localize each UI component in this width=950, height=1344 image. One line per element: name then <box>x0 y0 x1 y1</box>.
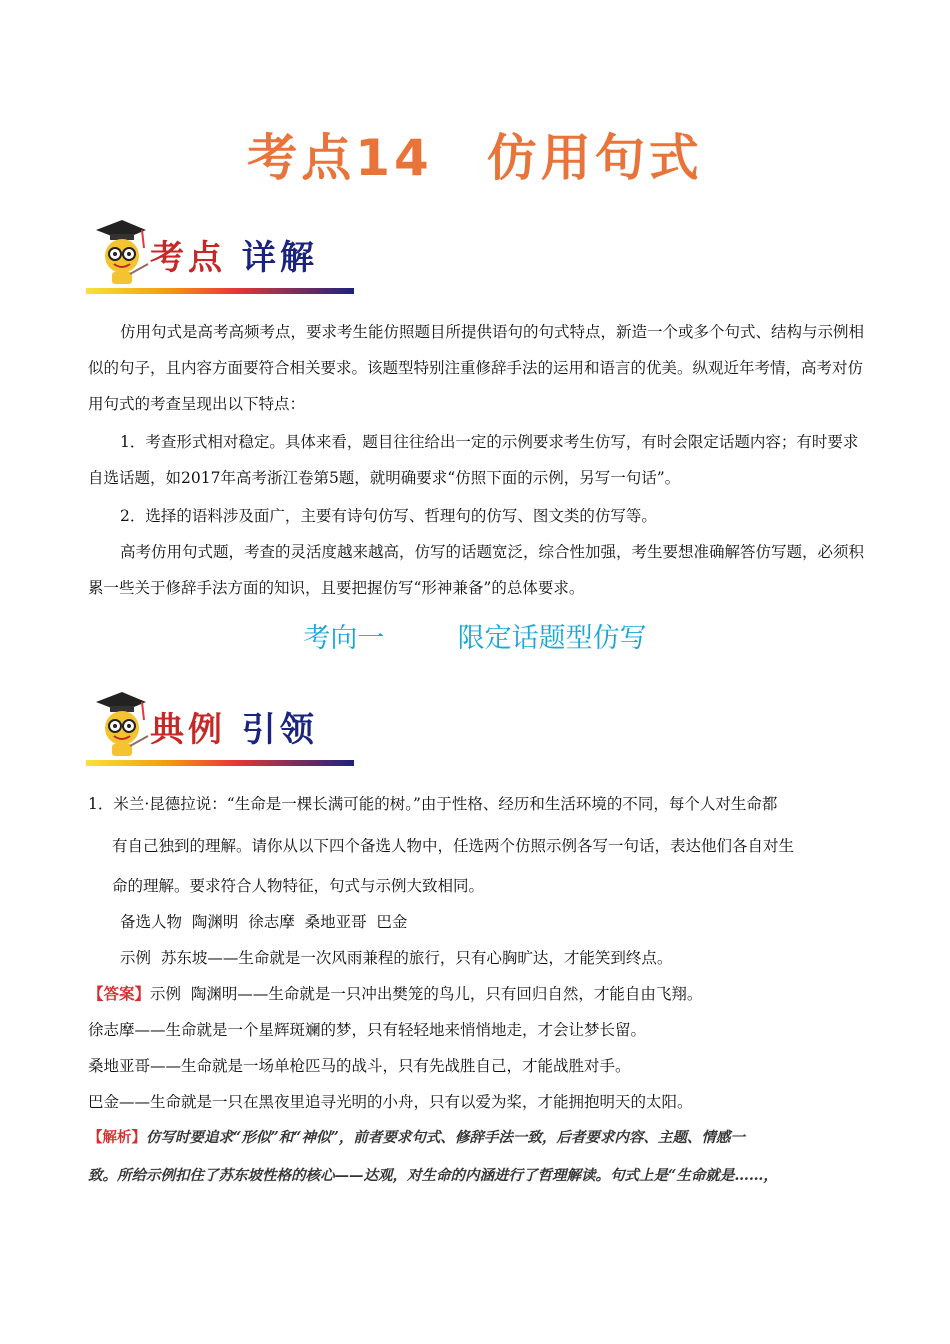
answer-line-4: 巴金——生命就是一只在黑夜里追寻光明的小舟，只有以爱为桨，才能拥抱明天的太阳。 <box>88 1093 693 1111</box>
scholar-mascot-icon <box>86 214 150 292</box>
banner-kaodian-xiangjie <box>86 214 356 294</box>
analysis-tag: 【解析】 <box>88 1129 146 1146</box>
answer-line-2: 徐志摩——生命就是一个星辉斑斓的梦，只有轻轻地来悄悄地走，才会让梦长留。 <box>88 1021 647 1039</box>
page-title: 考点14 仿用句式 <box>247 129 703 187</box>
question-line-1: 1．米兰·昆德拉说：“生命是一棵长满可能的树。”由于性格、经历和生活环境的不同，每个人对生命都 <box>88 795 778 813</box>
section-label: 考向一 <box>303 623 385 654</box>
intro-paragraph-1: 仿用句式是高考高频考点，要求考生能仿照题目所提供语句的句式特点，新造一个或多个句式、结构与示例相似的句子，且内容方面要符合相关要求。该题型特别注重修辞手法的运用和语言的优美。纵观近年考情，高考对仿用句式的考查呈现出以下特点： <box>88 323 865 413</box>
intro-paragraph-4: 高考仿用句式题，考查的灵活度越来越高，仿写的话题宽泛，综合性加强，考生要想准确解答仿写题，必须积累一些关于修辞手法方面的知识，且要把握仿写“形神兼备”的总体要求。 <box>88 543 865 597</box>
question-line-2: 有自己独到的理解。请你从以下四个备选人物中，任选两个仿照示例各写一句话，表达他们各自对生 <box>112 837 795 855</box>
question-candidates: 备选人物 陶渊明 徐志摩 桑地亚哥 巴金 <box>120 913 408 931</box>
intro-paragraph-3: 2．选择的语料涉及面广，主要有诗句仿写、哲理句的仿写、图文类的仿写等。 <box>120 507 657 525</box>
banner-text-part1: 典例 <box>150 710 226 750</box>
question-example: 示例 苏东坡——生命就是一次风雨兼程的旅行，只有心胸旷达，才能笑到终点。 <box>120 949 673 967</box>
banner-text-part1: 考点 <box>150 238 226 278</box>
scholar-mascot-icon <box>86 686 150 764</box>
analysis-line-2: 致。所给示例扣住了苏东坡性格的核心——达观，对生命的内涵进行了哲理解读。句式上是“生命就是……， <box>88 1167 778 1184</box>
answer-text-1: 示例 陶渊明——生命就是一只冲出樊笼的鸟儿，只有回归自然，才能自由飞翔。 <box>150 985 703 1003</box>
banner-text-part2: 引领 <box>241 710 318 750</box>
answer-line-1 <box>88 976 878 1012</box>
banner-dianli-yinling <box>86 686 356 766</box>
banner-underline <box>86 288 354 294</box>
section-heading <box>0 616 950 655</box>
section-name: 限定话题型仿写 <box>457 623 647 654</box>
answer-tag: 【答案】 <box>88 984 151 1003</box>
question-line-3: 命的理解。要求符合人物特征，句式与示例大致相同。 <box>112 877 485 895</box>
analysis-text-1: 仿写时要追求“形似”和“神似”，前者要求句式、修辞手法一致，后者要求内容、主题、情感一 <box>146 1129 745 1146</box>
analysis-line-1 <box>88 1120 878 1156</box>
banner-underline <box>86 760 354 766</box>
answer-line-3: 桑地亚哥——生命就是一场单枪匹马的战斗，只有先战胜自己，才能战胜对手。 <box>88 1057 631 1075</box>
banner-text-part2: 详解 <box>241 238 318 278</box>
intro-paragraph-2: 1．考查形式相对稳定。具体来看，题目往往给出一定的示例要求考生仿写，有时会限定话题内容；有时要求自选话题，如2017年高考浙江卷第5题，就明确要求“仿照下面的示例，另写一句话”。 <box>88 433 859 487</box>
